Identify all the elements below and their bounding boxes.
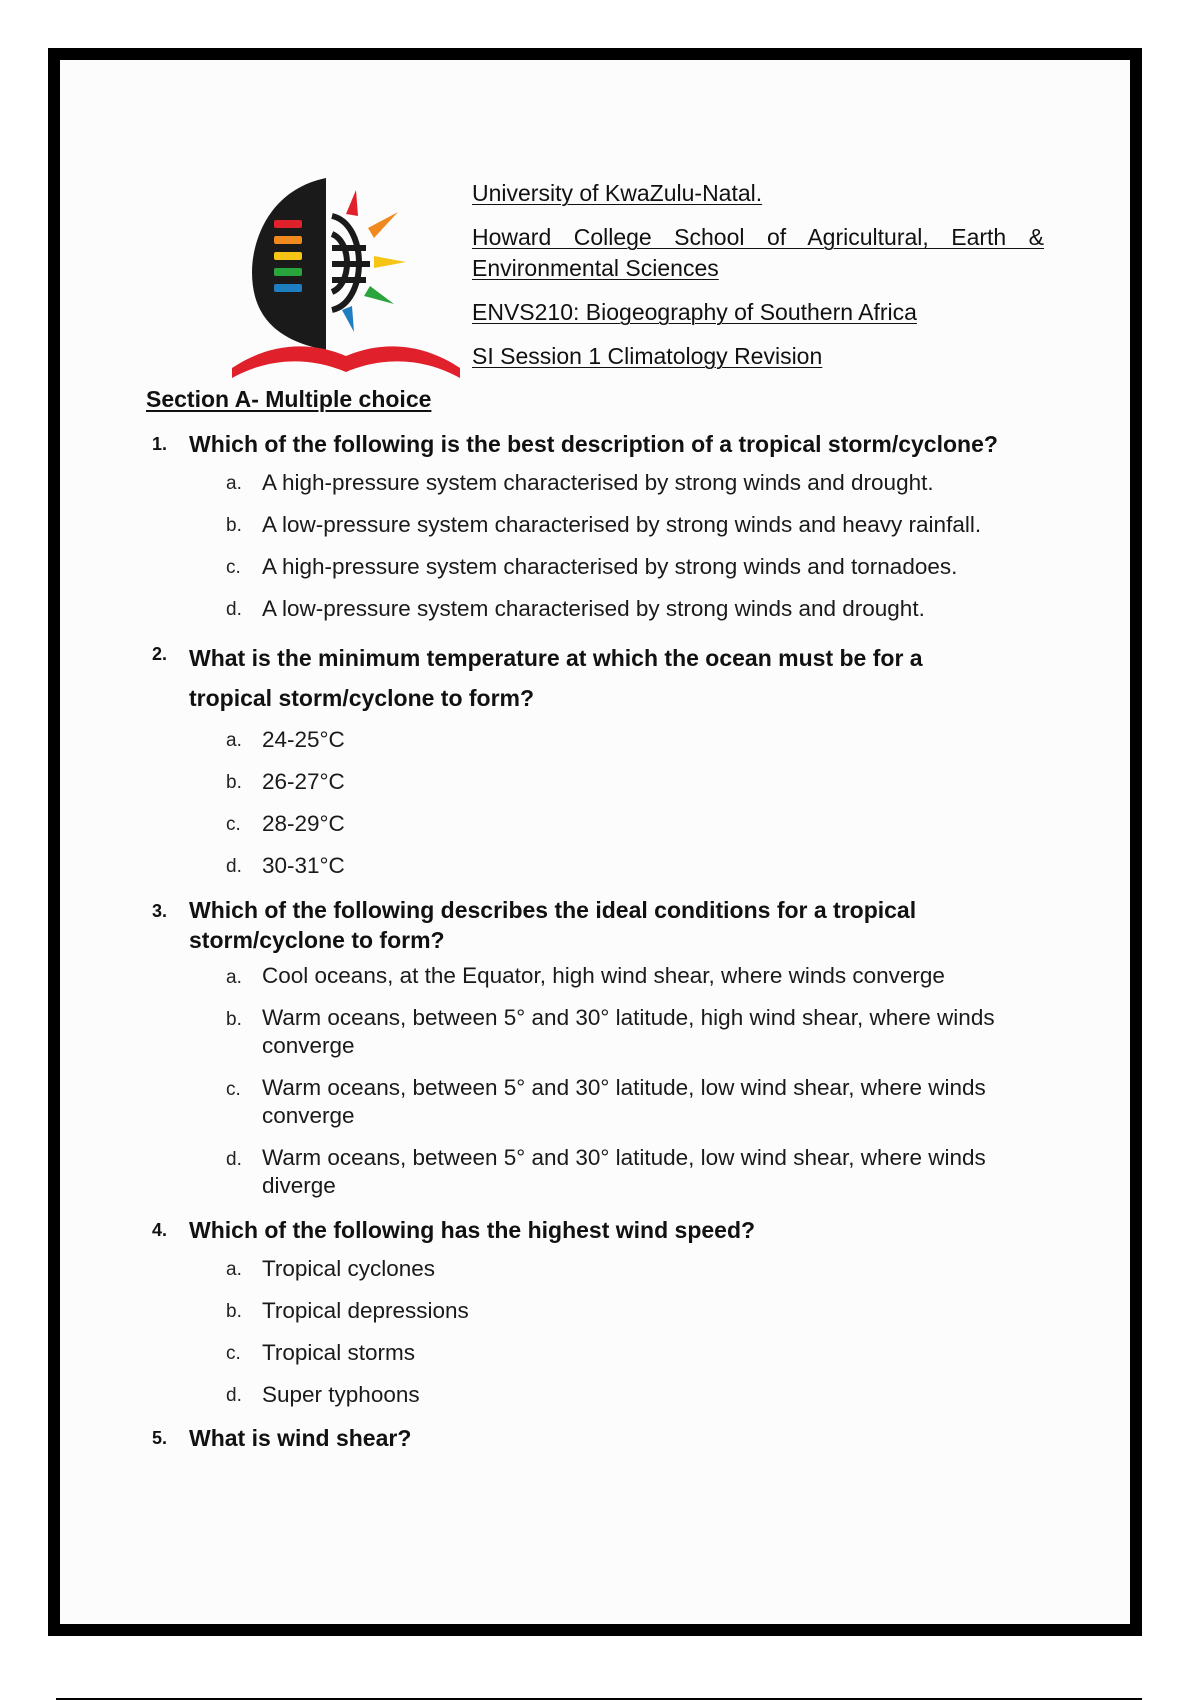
- question-text: Which of the following is the best description of a tropical storm/cyclone?: [189, 431, 998, 457]
- logo-bar-orange: [274, 236, 302, 244]
- module-title: ENVS210: Biogeography of Southern Africa: [472, 299, 917, 325]
- answer-option: [0, 809, 1200, 839]
- question-number: 4.: [152, 1220, 168, 1240]
- session-title: SI Session 1 Climatology Revision: [472, 343, 823, 369]
- answer-options: [0, 962, 1200, 1200]
- answer-option: [0, 1296, 1200, 1326]
- option-text: Tropical storms: [262, 1340, 415, 1365]
- option-text: A low-pressure system characterised by strong winds and heavy rainfall.: [262, 512, 982, 537]
- question-list: [0, 428, 1200, 1455]
- option-text: A low-pressure system characterised by strong winds and drought.: [262, 596, 925, 621]
- logo-ray-red: [346, 190, 358, 216]
- logo-bar-green: [274, 268, 302, 276]
- question-number: 2.: [152, 644, 168, 664]
- option-letter: d.: [226, 1385, 242, 1406]
- logo-ray-orange: [368, 212, 398, 238]
- option-text: 24-25°C: [262, 727, 345, 752]
- option-letter: a.: [226, 967, 242, 988]
- answer-option: [0, 1004, 1200, 1060]
- option-letter: c.: [226, 1079, 241, 1100]
- answer-option: [0, 725, 1200, 755]
- logo-book: [232, 346, 460, 378]
- answer-option: [0, 1338, 1200, 1368]
- option-letter: b.: [226, 772, 242, 793]
- university-logo: [228, 172, 464, 382]
- option-text: Warm oceans, between 5° and 30° latitude, low wind shear, where winds converge: [262, 1075, 986, 1128]
- answer-options: [0, 725, 1200, 881]
- option-letter: b.: [226, 1009, 242, 1030]
- logo-bar-red: [274, 220, 302, 228]
- option-text: Super typhoons: [262, 1382, 420, 1407]
- option-letter: c.: [226, 557, 241, 578]
- option-letter: d.: [226, 856, 242, 877]
- section-title: Section A- Multiple choice: [146, 386, 432, 412]
- school-name: Howard College School of Agricultural, Earth & Environmental Sciences: [472, 224, 1044, 281]
- logo-bar-yellow: [274, 252, 302, 260]
- option-letter: c.: [226, 814, 241, 835]
- question-1: [0, 428, 1200, 624]
- question-number: 1.: [152, 434, 168, 454]
- answer-option: [0, 851, 1200, 881]
- option-text: 30-31°C: [262, 853, 345, 878]
- answer-option: [0, 594, 1200, 624]
- answer-option: [0, 468, 1200, 498]
- option-text: Warm oceans, between 5° and 30° latitude, high wind shear, where winds converge: [262, 1005, 995, 1058]
- option-text: A high-pressure system characterised by strong winds and tornadoes.: [262, 554, 958, 579]
- answer-option: [0, 510, 1200, 540]
- question-5: [0, 1422, 1200, 1455]
- option-text: 26-27°C: [262, 769, 345, 794]
- option-letter: b.: [226, 515, 242, 536]
- option-text: Warm oceans, between 5° and 30° latitude, low wind shear, where winds diverge: [262, 1145, 986, 1198]
- logo-ray-blue: [342, 306, 354, 332]
- document-header: [472, 178, 1044, 385]
- option-text: A high-pressure system characterised by strong winds and drought.: [262, 470, 934, 495]
- option-letter: d.: [226, 1149, 242, 1170]
- option-letter: a.: [226, 473, 242, 494]
- logo-shield: [252, 178, 326, 350]
- option-text: Tropical depressions: [262, 1298, 469, 1323]
- question-number: 5.: [152, 1428, 168, 1448]
- answer-option: [0, 1380, 1200, 1410]
- university-name: University of KwaZulu-Natal.: [472, 180, 763, 206]
- option-letter: c.: [226, 1343, 241, 1364]
- answer-option: [0, 1254, 1200, 1284]
- answer-option: [0, 1144, 1200, 1200]
- answer-option: [0, 962, 1200, 990]
- question-3: [0, 895, 1200, 1200]
- question-text: Which of the following describes the ideal conditions for a tropical storm/cyclone to form?: [189, 897, 917, 953]
- option-letter: a.: [226, 1259, 242, 1280]
- question-number: 3.: [152, 901, 168, 921]
- logo-ray-green: [364, 286, 394, 304]
- answer-option: [0, 767, 1200, 797]
- logo-ray-yellow: [374, 256, 406, 268]
- option-text: 28-29°C: [262, 811, 345, 836]
- question-4: [0, 1214, 1200, 1410]
- option-letter: d.: [226, 599, 242, 620]
- answer-option: [0, 1074, 1200, 1130]
- question-text: Which of the following has the highest wind speed?: [189, 1217, 756, 1243]
- question-text: What is the minimum temperature at which the ocean must be for a tropical storm/cyclone to form?: [189, 645, 923, 711]
- question-2: [0, 638, 1200, 881]
- option-letter: b.: [226, 1301, 242, 1322]
- question-text: What is wind shear?: [189, 1425, 412, 1451]
- answer-options: [0, 468, 1200, 624]
- answer-option: [0, 552, 1200, 582]
- option-letter: a.: [226, 730, 242, 751]
- logo-bar-blue: [274, 284, 302, 292]
- option-text: Tropical cyclones: [262, 1256, 435, 1281]
- answer-options: [0, 1254, 1200, 1410]
- option-text: Cool oceans, at the Equator, high wind shear, where winds converge: [262, 963, 945, 988]
